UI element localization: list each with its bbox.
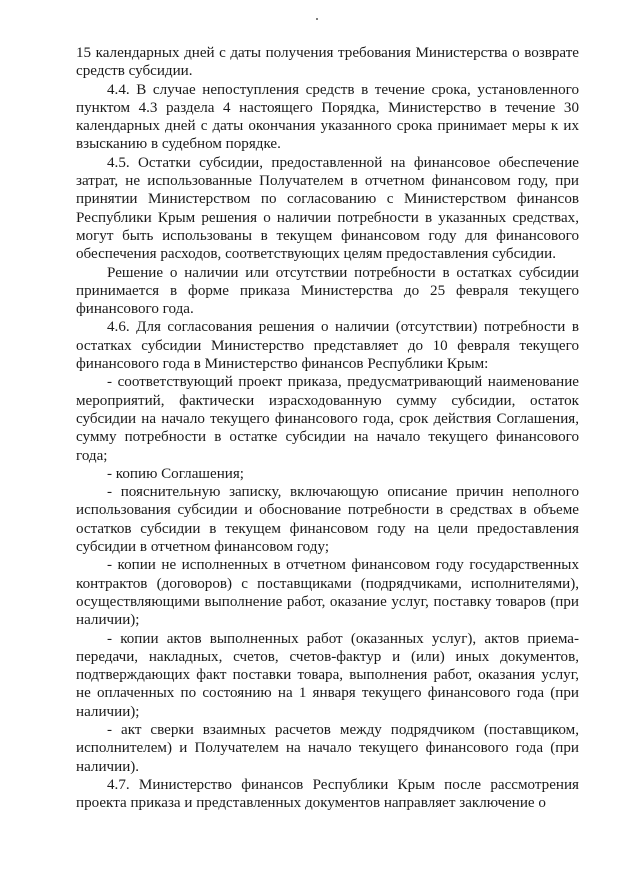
paragraph-4-6: 4.6. Для согласования решения о наличии (отсутствии) потребности в остатках субсидии Министерство представляет до 10 февраля текущего финансового года в Министерство финансов Республики Крым: (76, 319, 579, 373)
paragraph-decision: Решение о наличии или отсутствии потребности в остатках субсидии принимается в форме приказа Министерства до 25 февраля текущего финансового года. (76, 264, 579, 318)
paragraph-4-7: 4.7. Министерство финансов Республики Крым после рассмотрения проекта приказа и представленных документов направляет заключение о (76, 776, 579, 812)
paragraph-4-5: 4.5. Остатки субсидии, предоставленной на финансовое обеспечение затрат, не использованные Получателем в отчетном финансовом году, при принятии Министерством по согласованию с Министерством финансов Республики Крым решения о наличии потребности в указанных средствах, могут быть использованы в текущем финансовом году для финансового обеспечения расходов, соответствующих целям предоставления субсидии. (76, 154, 579, 263)
document-page (76, 44, 579, 812)
list-item-reconciliation: - акт сверки взаимных расчетов между подрядчиком (поставщиком, исполнителем) и Получателем на начало текущего финансового года (при наличии). (76, 721, 579, 775)
list-item-agreement-copy: - копию Соглашения; (107, 465, 245, 482)
scan-speck (316, 18, 318, 20)
paragraph-continuation: 15 календарных дней с даты получения требования Министерства о возврате средств субсидии. (76, 45, 579, 80)
list-item-explanatory-note: - пояснительную записку, включающую описание причин неполного использования субсидии и обоснование потребности в средствах в объеме остатков субсидии в текущем финансовом году на цели предоставления субсидии в отчетном финансовом году; (76, 484, 579, 556)
paragraph-4-4: 4.4. В случае непоступления средств в течение срока, установленного пунктом 4.3 раздела 4 настоящего Порядка, Министерство в течение 30 календарных дней с даты окончания указанного срока принимает меры к их взысканию в судебном порядке. (76, 81, 579, 153)
list-item-contracts: - копии не исполненных в отчетном финансовом году государственных контрактов (договоров) с поставщиками (подрядчиками, исполнителями), осуществляющими выполнение работ, оказание услуг, поставку товаров (при наличии); (76, 557, 579, 629)
list-item-acts: - копии актов выполненных работ (оказанных услуг), актов приема-передачи, накладных, счетов, счетов-фактур и (или) иных документов, подтверждающих факт поставки товара, выполнения работ, оказания услуг, не оплаченных по состоянию на 1 января текущего финансового года (при наличии); (76, 630, 579, 720)
list-item-draft-order: - соответствующий проект приказа, предусматривающий наименование мероприятий, фактически израсходованную сумму субсидии, остаток субсидии на начало текущего финансового года, срок действия Соглашения, сумму потребности в остатке субсидии на начало текущего финансового года; (76, 374, 579, 464)
